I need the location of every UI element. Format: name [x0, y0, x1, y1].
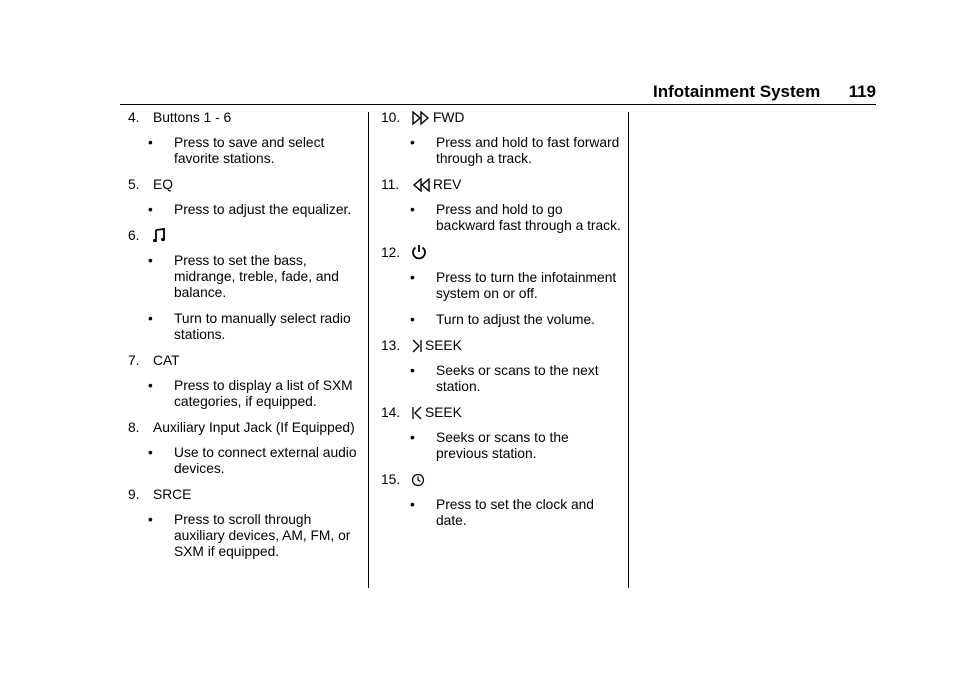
bullet-text: • Press to scroll through auxiliary devices, AM, FM, or SXM if equipped.	[128, 512, 358, 560]
bullet-text: • Press to adjust the equalizer.	[128, 202, 358, 218]
item-title: SEEK	[425, 405, 462, 420]
list-item-6	[128, 228, 358, 343]
list-item-8	[128, 420, 358, 477]
power-icon	[411, 244, 427, 260]
bullet-text: • Turn to manually select radio stations.	[128, 311, 358, 343]
list-item-7	[128, 353, 358, 410]
bullet-text: • Seeks or scans to the previous station.	[381, 430, 621, 462]
item-number: 11.	[381, 177, 400, 192]
list-item-15	[381, 472, 621, 529]
list-item-13	[381, 338, 621, 395]
item-title: Buttons 1 - 6	[153, 110, 232, 125]
item-number: 15.	[381, 472, 401, 487]
page-header	[120, 80, 876, 105]
item-number: 13.	[381, 338, 401, 353]
list-item-9	[128, 487, 358, 560]
bullet-text: • Turn to adjust the volume.	[381, 312, 621, 328]
column-divider	[368, 112, 369, 588]
item-title: EQ	[153, 177, 173, 192]
rewind-icon	[411, 178, 431, 192]
item-number: 6.	[128, 228, 140, 243]
bullet-text: • Press to set the clock and date.	[381, 497, 621, 529]
item-title: REV	[433, 177, 462, 192]
bullet-text: • Use to connect external audio devices.	[128, 445, 358, 477]
bullet-text: • Press to display a list of SXM categories, if equipped.	[128, 378, 358, 410]
item-number: 4.	[128, 110, 140, 125]
item-number: 14.	[381, 405, 401, 420]
music-note-icon	[153, 228, 165, 243]
clock-icon	[411, 473, 425, 487]
bullet-text: • Press to set the bass, midrange, treble, fade, and balance.	[128, 253, 358, 301]
item-title: SEEK	[425, 338, 462, 353]
bullet-text: • Seeks or scans to the next station.	[381, 363, 621, 395]
list-item-12	[381, 244, 621, 328]
item-number: 9.	[128, 487, 140, 502]
seek-previous-icon	[411, 406, 423, 420]
item-number: 12.	[381, 245, 401, 260]
list-item-11	[381, 177, 621, 234]
bullet-text: • Press to save and select favorite stations.	[128, 135, 358, 167]
bullet-text: • Press to turn the infotainment system on or off.	[381, 270, 621, 302]
section-title: Infotainment System	[653, 82, 821, 101]
item-number: 8.	[128, 420, 140, 435]
right-column	[381, 110, 621, 539]
item-title: CAT	[153, 353, 180, 368]
page-title	[653, 82, 876, 102]
list-item-10	[381, 110, 621, 167]
bullet-text: • Press and hold to go backward fast through a track.	[381, 202, 621, 234]
item-number: 7.	[128, 353, 140, 368]
list-item-5	[128, 177, 358, 218]
item-title: Auxiliary Input Jack (If Equipped)	[153, 420, 355, 435]
item-number: 10.	[381, 110, 401, 125]
list-item-14	[381, 405, 621, 462]
fast-forward-icon	[411, 111, 431, 125]
left-column	[128, 110, 358, 570]
column-divider	[628, 112, 629, 588]
page-number: 119	[848, 82, 876, 101]
item-title: SRCE	[153, 487, 192, 502]
item-title: FWD	[433, 110, 465, 125]
list-item-4	[128, 110, 358, 167]
bullet-text: • Press and hold to fast forward through a track.	[381, 135, 621, 167]
item-number: 5.	[128, 177, 140, 192]
seek-next-icon	[411, 339, 423, 353]
